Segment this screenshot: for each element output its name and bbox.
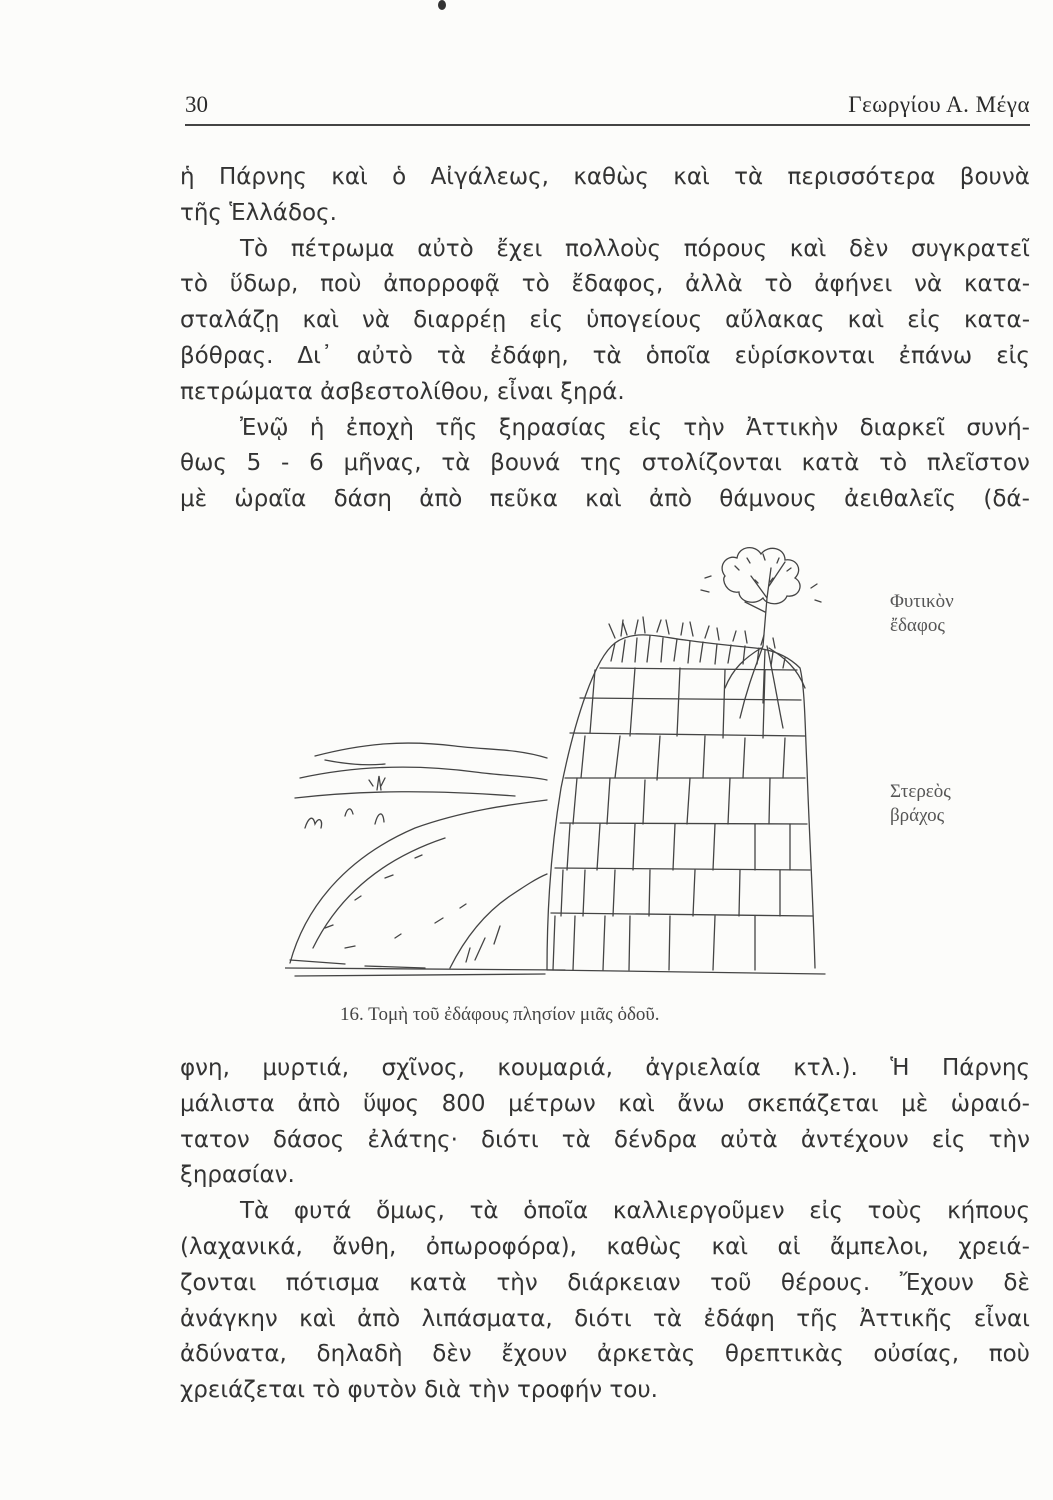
word: θρεπτικὰς [724, 1341, 844, 1368]
word: Αἰγάλεως, [430, 164, 549, 190]
word: ἐλάτης· [367, 1126, 458, 1153]
word: τὴν [683, 414, 725, 441]
word: εἰς [628, 414, 662, 441]
word: ἀντέχουν [800, 1126, 909, 1153]
word: ὡραιό- [950, 1090, 1030, 1117]
word: βουνά [490, 450, 561, 477]
word: σταλάζῃ [180, 307, 280, 334]
word: εἰς [931, 1126, 966, 1153]
word: Πάρνης [941, 1055, 1030, 1081]
word: σχῖνος, [381, 1055, 465, 1081]
word: ἀπορροφᾷ [383, 271, 500, 298]
word: εἰς [996, 342, 1030, 369]
word: δὲν [848, 235, 889, 262]
word: τὰ [441, 450, 471, 477]
word: τὰ [653, 1305, 683, 1332]
word: ἔχει [496, 235, 543, 262]
text-line [180, 411, 1030, 447]
word: οὐσίας, [873, 1341, 960, 1368]
header-rule [185, 124, 1030, 126]
text-line [180, 232, 1030, 268]
word: τῆς [796, 1305, 839, 1332]
word: αὐτὸ [417, 235, 474, 262]
word: σκεπάζεται [747, 1090, 879, 1117]
text-line [180, 1087, 1030, 1123]
word: τὴν [496, 1269, 538, 1296]
word: συνή- [966, 414, 1030, 441]
word: δὲ [1003, 1269, 1030, 1296]
word: ζονται [180, 1269, 257, 1296]
word: καὶ [789, 235, 827, 262]
word: κατὰ [409, 1269, 467, 1296]
word: διότι [574, 1305, 632, 1332]
word: κουμαριά, [497, 1055, 613, 1081]
text-line [180, 1194, 1030, 1230]
word: ἀδύνατα, [180, 1341, 287, 1368]
text-line: ξηρασίαν. [180, 1162, 295, 1189]
word: Ἡ [890, 1055, 910, 1081]
word: μάλιστα [180, 1090, 275, 1117]
word: πέτρωμα [290, 235, 395, 262]
word: βουνὰ [959, 164, 1030, 190]
word: διαρρέῃ [413, 307, 507, 334]
word: αὐτὸ [356, 342, 413, 369]
word: διαρκεῖ [859, 414, 945, 441]
word: καὶ [585, 486, 622, 513]
word: Ἀττικὴν [746, 414, 839, 441]
word: κατὰ [801, 450, 860, 477]
word: ἀπὸ [357, 1305, 401, 1332]
word: ἡ [180, 164, 195, 190]
word: ἀπὸ [297, 1090, 341, 1117]
text-line [180, 1123, 1030, 1159]
word: διότι [481, 1126, 539, 1153]
text-line [180, 446, 1030, 482]
text-line [180, 1230, 1030, 1266]
page-number: 30 [185, 92, 208, 117]
word: ἀπὸ [419, 486, 463, 513]
word: Τὰ [240, 1198, 270, 1225]
word: δάση [333, 486, 392, 513]
word: καθὼς [606, 1233, 683, 1260]
word: 5 [246, 450, 262, 477]
word: ἀπὸ [648, 486, 693, 513]
ink-speck [438, 0, 446, 10]
text-line: τῆς Ἑλλάδος. [180, 199, 337, 226]
word: Πάρνης [218, 164, 307, 190]
word: διάρκειαν [567, 1269, 681, 1296]
word: ἄνω [677, 1090, 725, 1117]
label-plant-soil: Φυτικὸν ἔδαφος [890, 591, 954, 636]
word: ὕψος [363, 1090, 420, 1117]
word: τατον [180, 1126, 250, 1153]
road-section-illustration [285, 528, 860, 980]
running-head: Γεωργίου Α. Μέγα [848, 92, 1030, 117]
word: θως [180, 450, 227, 477]
word: τὰ [436, 342, 466, 369]
word: ποὺ [320, 271, 362, 298]
word: νὰ [362, 307, 391, 334]
word: καλλιεργοῦμεν [612, 1198, 785, 1225]
word: τὸ [879, 450, 908, 477]
word: ἡ [309, 414, 325, 441]
word: μυρτιά, [262, 1055, 350, 1081]
word: μὲ [180, 486, 208, 513]
word: εἰς [809, 1198, 843, 1225]
word: ποὺ [988, 1341, 1030, 1368]
word: αὐτὰ [720, 1126, 778, 1153]
text-line: πετρώματα ἀσβεστολίθου, εἶναι ξηρά. [180, 378, 625, 405]
page-header [185, 92, 1030, 126]
word: ὀπωροφόρα), [425, 1233, 577, 1260]
word: δηλαδὴ [316, 1341, 403, 1368]
word: πλεῖστον [926, 450, 1030, 477]
word: τὸ [764, 271, 793, 298]
word: δάσος [272, 1126, 345, 1153]
word: ἔδαφος, [571, 271, 664, 298]
word: αἱ [777, 1233, 801, 1260]
word: μέτρων [508, 1090, 596, 1117]
word: - [281, 450, 290, 477]
word: ἀγριελαία [645, 1055, 761, 1081]
word: δένδρα [613, 1126, 698, 1153]
word: ὁποῖα [523, 1198, 589, 1225]
text-line [180, 160, 1030, 196]
word: ὁ [392, 164, 407, 190]
figure-caption: 16. Τομὴ τοῦ ἐδάφους πλησίον μιᾶς ὁδοῦ. [340, 1004, 660, 1025]
word: βόθρας. [180, 342, 274, 369]
word: (δά- [983, 486, 1030, 513]
word: θέρους. [780, 1269, 871, 1296]
word: νὰ [914, 271, 943, 298]
word: πότισμα [285, 1269, 380, 1296]
word: ἄμπελοι, [829, 1233, 929, 1260]
word: ἀλλὰ [685, 271, 743, 298]
word: καὶ [711, 1233, 749, 1260]
word: καὶ [618, 1090, 655, 1117]
word: τὴν [988, 1126, 1030, 1153]
word: συγκρατεῖ [911, 235, 1030, 262]
word: ἐποχὴ [345, 414, 415, 441]
word: εἶναι [973, 1305, 1030, 1332]
word: ἀειθαλεῖς [844, 486, 957, 513]
word: ἀφήνει [814, 271, 893, 298]
word: καὶ [331, 164, 368, 190]
word: καὶ [302, 307, 339, 334]
word: φυτά [293, 1198, 352, 1225]
word: τὰ [561, 1126, 591, 1153]
word: καὶ [673, 164, 710, 190]
word: μῆνας, [343, 450, 422, 477]
word: λιπάσματα, [421, 1305, 553, 1332]
word: πεῦκα [489, 486, 558, 513]
word: ἐδάφη, [489, 342, 569, 369]
word: εἰς [907, 307, 941, 334]
text-line [180, 339, 1030, 375]
text-line [180, 1266, 1030, 1302]
text-line [180, 1302, 1030, 1338]
word: 800 [441, 1090, 486, 1117]
text-block-top [180, 160, 1030, 518]
word: τὰ [592, 342, 622, 369]
word: κατα- [963, 307, 1030, 334]
word: ἀρκετὰς [596, 1341, 696, 1368]
word: μὲ [901, 1090, 929, 1117]
word: καὶ [847, 307, 885, 334]
text-line [180, 303, 1030, 339]
word: καὶ [299, 1305, 336, 1332]
word: ὡραῖα [234, 486, 307, 513]
word: κατα- [963, 271, 1030, 298]
word: ἐπάνω [898, 342, 973, 369]
word: ἔχουν [501, 1341, 568, 1368]
word: χρειά- [958, 1233, 1030, 1260]
text-block-bottom [180, 1051, 1030, 1409]
word: τοὺς [867, 1198, 923, 1225]
word: αὔλακας [725, 307, 825, 334]
word: τὰ [734, 164, 764, 190]
word: καθὼς [573, 164, 649, 190]
word: ὁποῖα [645, 342, 711, 369]
word: φνη, [180, 1055, 230, 1081]
word: της [580, 450, 622, 477]
word: ἄνθη, [332, 1233, 397, 1260]
word: Δι᾽ [297, 342, 333, 369]
word: ἐδάφη [703, 1305, 775, 1332]
word: στολίζονται [641, 450, 782, 477]
word: ἀνάγκην [180, 1305, 278, 1332]
text-line [180, 267, 1030, 303]
word: 6 [309, 450, 324, 477]
word: ὕδωρ, [229, 271, 299, 298]
word: κτλ.). [793, 1055, 858, 1081]
word: πόρους [683, 235, 768, 262]
word: τοῦ [710, 1269, 752, 1296]
word: ὑπογείους [586, 307, 703, 334]
word: κήπους [947, 1198, 1030, 1225]
word: εὑρίσκονται [734, 342, 875, 369]
word: Ἀττικῆς [859, 1305, 953, 1332]
word: ὅμως, [376, 1198, 445, 1225]
word: τὸ [521, 271, 550, 298]
text-line [180, 482, 1030, 518]
word: θάμνους [719, 486, 817, 513]
text-line [180, 1051, 1030, 1087]
word: περισσότερα [787, 164, 936, 190]
text-line: χρειάζεται τὸ φυτὸν διὰ τὴν τροφήν του. [180, 1377, 658, 1404]
word: τῆς [435, 414, 478, 441]
label-solid-rock: Στερεὸς βράχος [890, 781, 951, 826]
word: εἰς [529, 307, 564, 334]
word: Ἔχουν [899, 1269, 974, 1296]
word: τὰ [469, 1198, 499, 1225]
word: Τὸ [240, 235, 269, 262]
text-line [180, 1337, 1030, 1373]
word: (λαχανικά, [180, 1233, 303, 1260]
word: Ἐνῷ [240, 414, 289, 441]
word: πολλοὺς [564, 235, 662, 262]
word: τὸ [180, 271, 208, 298]
word: δὲν [432, 1341, 472, 1368]
word: ξηρασίας [498, 414, 607, 441]
